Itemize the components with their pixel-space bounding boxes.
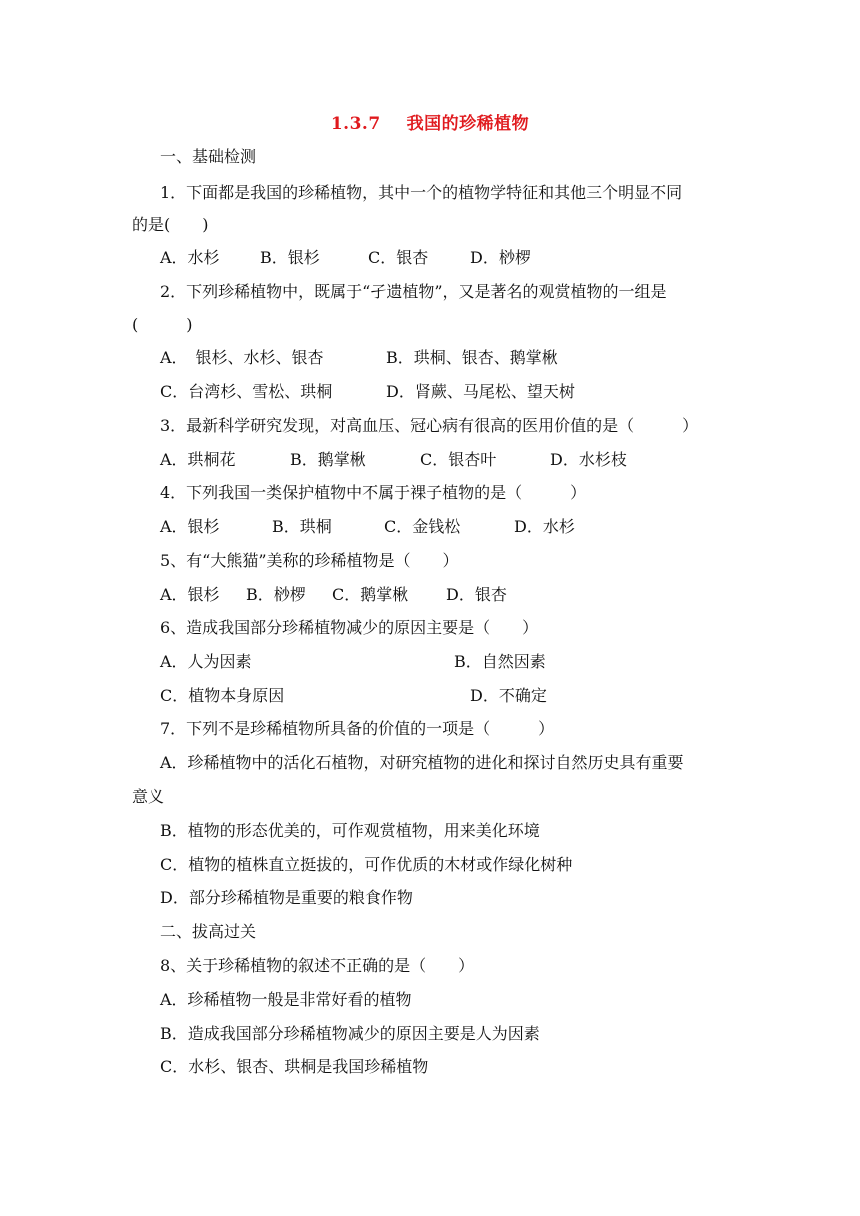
q7-option-a-cont: 意义 — [132, 787, 165, 806]
q3-option-a: A．珙桐花 — [160, 450, 236, 469]
q6-option-c: C．植物本身原因 — [160, 686, 285, 705]
q4-option-d: D．水杉 — [514, 517, 575, 536]
question-2-stem: 2．下列珍稀植物中，既属于“孑遗植物”，又是著名的观赏植物的一组是 — [160, 282, 667, 301]
q6-option-a: A．人为因素 — [160, 652, 252, 671]
q5-option-d: D．银杏 — [446, 585, 507, 604]
section-heading-advanced: 二、拔高过关 — [160, 922, 257, 941]
q1-option-b: B．银杉 — [260, 248, 320, 267]
q7-option-b: B．植物的形态优美的，可作观赏植物，用来美化环境 — [160, 821, 540, 840]
q1-option-d: D．桫椤 — [470, 248, 531, 267]
q1-option-a: A．水杉 — [160, 248, 220, 267]
q8-option-a: A．珍稀植物一般是非常好看的植物 — [160, 990, 412, 1009]
q2-option-b: B．珙桐、银杏、鹅掌楸 — [386, 348, 558, 367]
q2-option-d: D．肾蕨、马尾松、望天树 — [386, 382, 575, 401]
q3-option-d: D．水杉枝 — [550, 450, 627, 469]
q6-option-b: B．自然因素 — [454, 652, 546, 671]
q3-option-b: B．鹅掌楸 — [290, 450, 366, 469]
question-8-stem: 8、关于珍稀植物的叙述不正确的是（ ） — [160, 956, 475, 975]
question-2-stem-cont: ( ) — [132, 315, 193, 334]
question-1-stem-cont: 的是( ) — [132, 215, 209, 234]
q4-option-c: C．金钱松 — [384, 517, 461, 536]
question-6-stem: 6、造成我国部分珍稀植物减少的原因主要是（ ） — [160, 618, 539, 637]
q7-option-d: D．部分珍稀植物是重要的粮食作物 — [160, 888, 413, 907]
q8-option-c: C．水杉、银杏、珙桐是我国珍稀植物 — [160, 1057, 429, 1076]
q1-option-c: C．银杏 — [368, 248, 429, 267]
question-1-stem: 1．下面都是我国的珍稀植物，其中一个的植物学特征和其他三个明显不同 — [160, 183, 683, 202]
question-3-stem: 3．最新科学研究发现，对高血压、冠心病有很高的医用价值的是（ ） — [160, 416, 699, 435]
q8-option-b: B．造成我国部分珍稀植物减少的原因主要是人为因素 — [160, 1024, 540, 1043]
question-5-stem: 5、有“大熊猫”美称的珍稀植物是（ ） — [160, 551, 459, 570]
title-number: 1.3.7 — [330, 114, 381, 134]
q5-option-b: B．桫椤 — [246, 585, 306, 604]
q4-option-b: B．珙桐 — [272, 517, 332, 536]
section-heading-basic: 一、基础检测 — [160, 147, 257, 166]
q4-option-a: A．银杉 — [160, 517, 220, 536]
q7-option-c: C．植物的植株直立挺拔的，可作优质的木材或作绿化树种 — [160, 855, 573, 874]
q2-option-a: A． 银杉、水杉、银杏 — [160, 348, 324, 367]
q5-option-c: C．鹅掌楸 — [332, 585, 409, 604]
question-7-stem: 7．下列不是珍稀植物所具备的价值的一项是（ ） — [160, 719, 555, 738]
page-title — [0, 109, 860, 134]
q2-option-c: C．台湾杉、雪松、珙桐 — [160, 382, 333, 401]
q3-option-c: C．银杏叶 — [420, 450, 497, 469]
q7-option-a: A．珍稀植物中的活化石植物，对研究植物的进化和探讨自然历史具有重要 — [160, 753, 684, 772]
title-text: 我国的珍稀植物 — [406, 114, 530, 134]
q6-option-d: D．不确定 — [470, 686, 547, 705]
question-4-stem: 4．下列我国一类保护植物中不属于裸子植物的是（ ） — [160, 483, 587, 502]
q5-option-a: A．银杉 — [160, 585, 220, 604]
